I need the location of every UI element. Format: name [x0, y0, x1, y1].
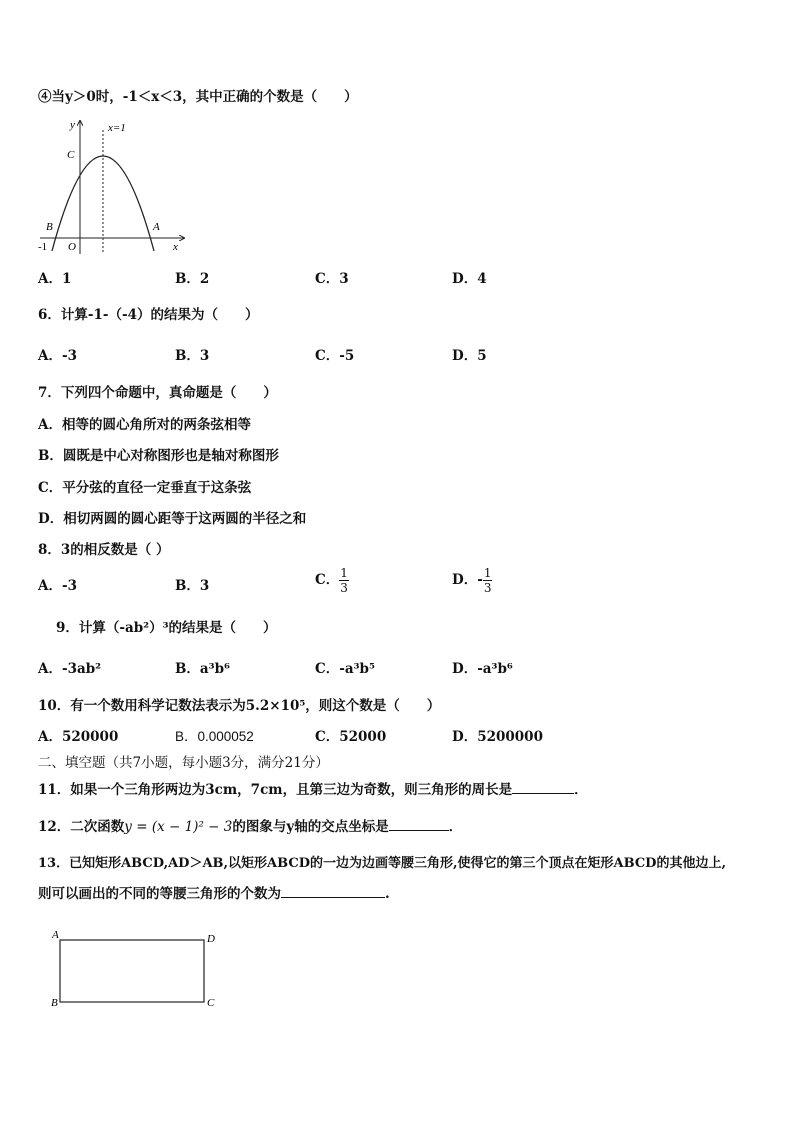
q11-answer-blank[interactable] — [512, 780, 574, 794]
q8-option-c — [315, 566, 349, 595]
q6-stem: 6．计算-1-（-4）的结果为（ ） — [38, 307, 259, 323]
q12-formula: y = (x − 1)² − 3 — [124, 819, 233, 835]
q5-option-a: A．1 — [38, 271, 72, 287]
vertex-d-label: D — [207, 933, 215, 945]
q8-option-d-prefix: D．- — [452, 572, 483, 588]
q9-option-d: D．-a³b⁶ — [452, 661, 513, 677]
q12-prefix: 12．二次函数 — [38, 819, 125, 835]
q5-option-c: C．3 — [315, 271, 349, 287]
q10-stem: 10．有一个数用科学记数法表示为5.2×10⁵，则这个数是（ ） — [38, 698, 441, 714]
q13-answer-blank[interactable] — [281, 884, 385, 898]
q5-statement: ④当y＞0时，-1＜x＜3，其中正确的个数是（ ） — [38, 89, 358, 105]
q7-choice-d: D．相切两圆的圆心距等于这两圆的半径之和 — [38, 511, 307, 527]
q10-option-c: C．52000 — [315, 729, 387, 745]
vertex-b-label: B — [51, 997, 58, 1009]
q11-prompt: 11．如果一个三角形两边为3cm，7cm，且第三边为奇数，则三角形的周长是 — [38, 782, 513, 798]
point-c-label: C — [67, 149, 75, 161]
x-axis-label: x — [173, 241, 178, 253]
section-heading: 二、填空题（共7小题，每小题3分，满分21分） — [38, 755, 329, 771]
q7-choice-a: A．相等的圆心角所对的两条弦相等 — [38, 417, 251, 433]
q6-option-d: D．5 — [452, 348, 487, 364]
point-b-label: B — [46, 221, 53, 233]
fraction-one-third: $\frac{1}{3}$ — [340, 566, 348, 595]
q9-option-b: B．a³b⁶ — [175, 661, 230, 677]
symmetry-label: x=1 — [108, 122, 126, 134]
q6-option-a: A．-3 — [38, 348, 77, 364]
q9-option-c: C．-a³b⁵ — [315, 661, 375, 677]
q13-line1: 13．已知矩形ABCD,AD＞AB,以矩形ABCD的一边为边画等腰三角形,使得它的第三个顶点在矩形ABCD的其他边上, — [38, 856, 726, 871]
q8-option-d — [452, 566, 492, 595]
q13-rectangle-figure — [48, 926, 228, 1016]
q12-suffix: 的图象与y轴的交点坐标是 — [232, 819, 389, 835]
q8-option-b: B．3 — [175, 578, 210, 594]
origin-label: O — [68, 241, 76, 253]
q12-text — [38, 817, 462, 836]
q8-stem: 8．3的相反数是（ ） — [38, 542, 170, 558]
q7-choice-b: B．圆既是中心对称图形也是轴对称图形 — [38, 448, 279, 464]
q9-stem: 9．计算（-ab²）³的结果是（ ） — [56, 620, 277, 636]
q10-option-b: B．0.000052 — [175, 729, 254, 744]
q5-parabola-graph — [36, 116, 196, 256]
fraction-one-third: $\frac{1}{3}$ — [483, 566, 492, 595]
neg-one-label: -1 — [38, 241, 48, 253]
q11-text — [38, 780, 588, 799]
y-axis-label: y — [70, 119, 75, 131]
q13-line2 — [38, 884, 390, 903]
vertex-a-label: A — [52, 929, 59, 941]
q5-option-d: D．4 — [452, 271, 487, 287]
q8-option-a: A．-3 — [38, 578, 77, 594]
q10-option-d: D．5200000 — [452, 729, 543, 745]
q10-option-a: A．520000 — [38, 729, 119, 745]
q11-end: ． — [574, 782, 588, 798]
q12-end: ． — [448, 819, 463, 835]
q12-answer-blank[interactable] — [389, 817, 449, 831]
rectangle-abcd — [60, 940, 204, 1002]
point-a-label: A — [153, 221, 160, 233]
q13-prompt: 则可以画出的不同的等腰三角形的个数为 — [38, 886, 281, 902]
q13-end: . — [385, 886, 390, 902]
q7-stem: 7．下列四个命题中，真命题是（ ） — [38, 385, 277, 401]
vertex-c-label: C — [207, 997, 215, 1009]
q6-option-b: B．3 — [175, 348, 210, 364]
q7-choice-c: C．平分弦的直径一定垂直于这条弦 — [38, 480, 252, 496]
q8-option-c-prefix: C． — [315, 572, 340, 588]
q9-option-a: A．-3ab² — [38, 661, 102, 677]
q5-option-b: B．2 — [175, 271, 210, 287]
q6-option-c: C．-5 — [315, 348, 355, 364]
